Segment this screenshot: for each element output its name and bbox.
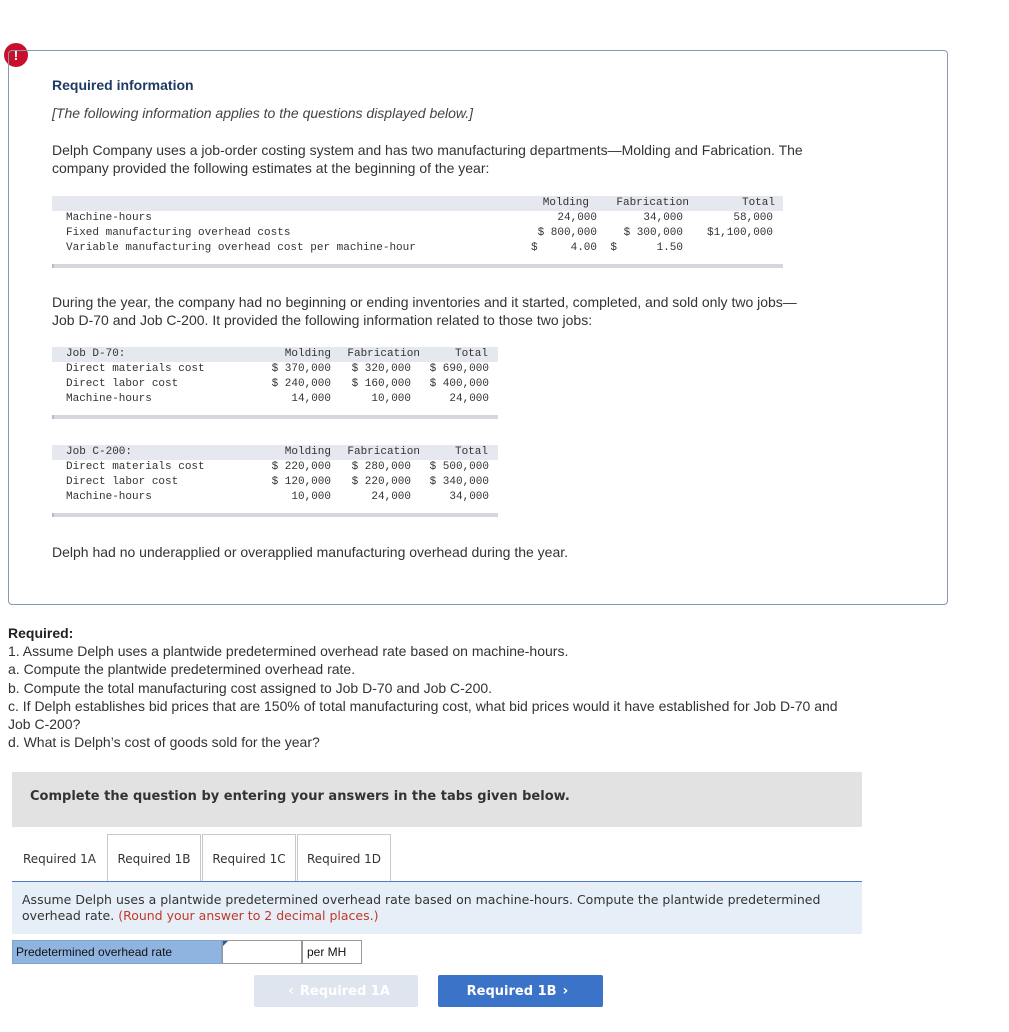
middle-line-2: Job D-70 and Job C-200. It provided the following information related to those two jobs: [52,312,593,328]
overhead-rate-input[interactable] [222,940,302,964]
rounding-note: (Round your answer to 2 decimal places.) [118,908,379,923]
row-label: Variable manufacturing overhead cost per machine-hour [66,242,416,254]
cell-value: $ 690,000 [429,363,489,375]
cell-value: 10,000 [291,491,331,503]
cell-value: $ 280,000 [351,461,411,473]
cell-value: 34,000 [643,212,683,224]
intro-line-2: company provided the following estimates at the beginning of the year: [52,160,490,176]
chevron-left-icon: ‹ [288,983,294,999]
cell-value: $ 370,000 [271,363,331,375]
cell-value: 24,000 [557,212,597,224]
cell-value: 58,000 [733,212,773,224]
info-subtitle: [The following information applies to the questions displayed below.] [52,105,474,121]
cell-value: $ 300,000 [623,227,683,239]
required-heading: Required: [8,625,74,641]
instruction-bar: Complete the question by entering your answers in the tabs given below. [12,772,862,827]
cell-value: $ 1.50 [610,242,683,254]
info-title: Required information [52,77,194,93]
job-d70-table [52,347,498,423]
header-molding: Molding [284,446,331,458]
row-label: Machine-hours [66,212,152,224]
intro-paragraph [52,141,912,177]
intro-line-1: Delph Company uses a job-order costing system and has two manufacturing departments—Molding and Fabrication. The [52,142,803,158]
row-label: Fixed manufacturing overhead costs [66,227,291,239]
header-total: Total [741,197,775,209]
required-line: Job C-200? [8,716,81,733]
tab-required-1a[interactable]: Required 1A [12,834,107,882]
estimates-table [52,194,783,270]
middle-line-1: During the year, the company had no beginning or ending inventories and it started, completed, and sold only two jobs— [52,294,797,310]
job-c200-table [52,445,498,521]
tab-required-1d[interactable]: Required 1D [297,834,391,882]
chevron-right-icon: › [562,983,569,999]
cell-value: $ 240,000 [271,378,331,390]
question-text: Assume Delph uses a plantwide predetermined overhead rate based on machine-hours. Compute the plantwide predetermined overhead rate. [22,892,821,923]
required-information-panel [8,50,948,605]
row-label: Direct materials cost [66,363,205,375]
required-section [8,624,968,751]
cell-value: $ 320,000 [351,363,411,375]
header-molding: Molding [542,197,589,209]
row-label: Direct materials cost [66,461,205,473]
cell-value: 10,000 [371,393,411,405]
previous-tab-button[interactable] [254,975,418,1007]
job-title: Job C-200: [66,446,133,458]
tab-required-1b[interactable]: Required 1B [107,834,201,882]
cell-value: $ 500,000 [429,461,489,473]
cell-value: $ 120,000 [271,476,331,488]
row-label: Machine-hours [66,393,152,405]
next-tab-label: Required 1B [466,983,557,999]
next-tab-button[interactable] [438,975,603,1007]
required-line: b. Compute the total manufacturing cost assigned to Job D-70 and Job C-200. [8,679,493,696]
tab-required-1c[interactable]: Required 1C [202,834,296,882]
cell-value: 24,000 [371,491,411,503]
alert-icon: ! [4,43,28,67]
cell-value: 34,000 [449,491,489,503]
cell-value: 24,000 [449,393,489,405]
cell-value: 14,000 [291,393,331,405]
previous-tab-label: Required 1A [299,983,390,999]
row-label: Machine-hours [66,491,152,503]
question-panel [12,882,862,934]
cell-value: $1,100,000 [706,227,773,239]
required-line: a. Compute the plantwide predetermined overhead rate. [8,661,356,678]
required-line: d. What is Delph’s cost of goods sold for the year? [8,734,320,751]
header-fabrication: Fabrication [347,348,420,360]
required-line: 1. Assume Delph uses a plantwide predetermined overhead rate based on machine-hours. [8,643,569,660]
header-total: Total [454,446,488,458]
cell-value: $ 160,000 [351,378,411,390]
middle-paragraph [52,293,912,329]
row-label: Direct labor cost [66,476,179,488]
cell-value: $ 220,000 [351,476,411,488]
cell-value: $ 800,000 [537,227,597,239]
job-title: Job D-70: [66,348,126,360]
required-line: c. If Delph establishes bid prices that are 150% of total manufacturing cost, what bid prices would it have established for Job D-70 and [8,697,838,714]
cell-value: $ 4.00 [530,242,597,254]
header-total: Total [454,348,488,360]
answer-label: Predetermined overhead rate [12,940,222,964]
closing-paragraph: Delph had no underapplied or overapplied manufacturing overhead during the year. [52,544,569,560]
answer-unit: per MH [302,940,362,964]
cell-value: $ 400,000 [429,378,489,390]
row-label: Direct labor cost [66,378,179,390]
header-fabrication: Fabrication [616,197,689,209]
cell-value: $ 220,000 [271,461,331,473]
input-marker-icon [223,941,228,946]
cell-value: $ 340,000 [429,476,489,488]
header-fabrication: Fabrication [347,446,420,458]
header-molding: Molding [284,348,331,360]
